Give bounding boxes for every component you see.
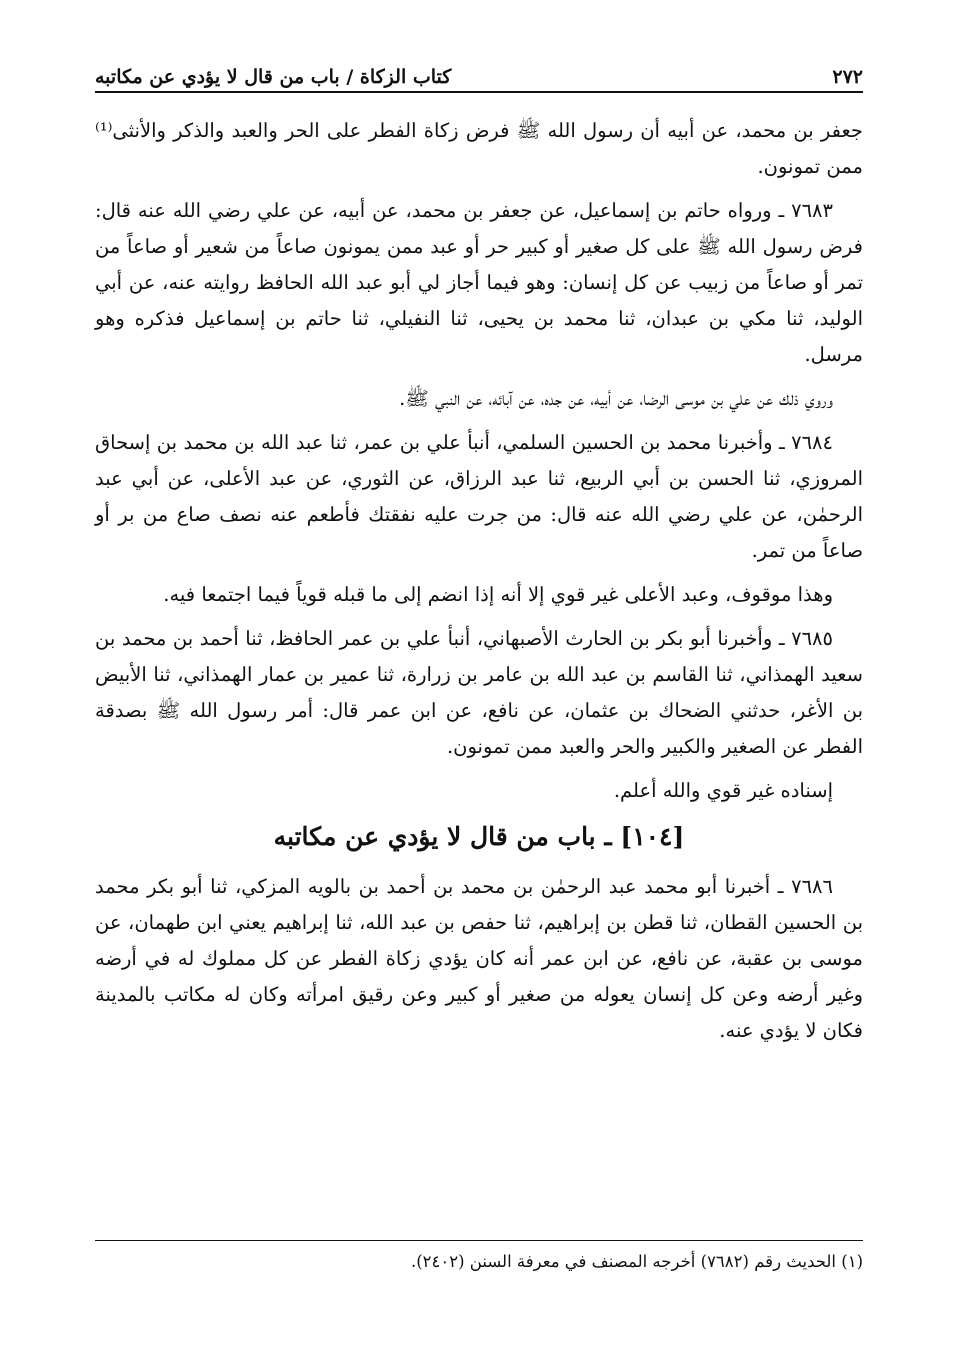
hadith-7683: ٧٦٨٣ ـ ورواه حاتم بن إسماعيل، عن جعفر بن محمد، عن أبيه، عن علي رضي الله عنه قال: فرض رسول الله ﷺ على كل صغير أو كبير حر أو عبد ممن يمونون صاعاً من شعير أو صاعاً من تمر أو صاعاً من زبيب عن كل إنسان: وهو فيما أجاز لي أبو عبد الله الحافظ روايته عنه، عن أبي الوليد، ثنا مكي بن عبدان، ثنا محمد بن يحيى، ثنا النفيلي، ثنا حاتم بن إسماعيل فذكره وهو مرسل. [95,199,863,366]
page [95,48,863,1057]
paragraph-isnad: إسناده غير قوي والله أعلم. [613,779,833,802]
hadith-7685: ٧٦٨٥ ـ وأخبرنا أبو بكر بن الحارث الأصبهاني، أنبأ علي بن عمر الحافظ، ثنا أحمد بن محمد بن سعيد الهمذاني، ثنا القاسم بن عبد الله بن عامر بن زرارة، ثنا عمير بن عمار الهمذاني، ثنا الأبيض بن الأغر، حدثني الضحاك بن عثمان، عن نافع، عن ابن عمر قال: أمر رسول الله ﷺ بصدقة الفطر عن الصغير والكبير والحر والعبد ممن تمونون. [95,627,863,758]
running-title: كتاب الزكاة / باب من قال لا يؤدي عن مكاتبه [95,66,452,88]
page-body [95,113,863,1049]
footnote-divider [95,1240,863,1241]
hadith-7684: ٧٦٨٤ ـ وأخبرنا محمد بن الحسين السلمي، أنبأ علي بن عمر، ثنا عبد الله بن محمد بن إسحاق المروزي، ثنا الحسن بن أبي الربيع، ثنا عبد الرزاق، عن الثوري، عن عبد الأعلى، عن أبي عبد الرحمٰن، عن علي رضي الله عنه قال: من جرت عليه نفقتك فأطعم عنه نصف صاع من بر أو صاعاً من تمر. [95,431,863,562]
page-number: ٢٧٢ [832,66,863,88]
chapter-heading: [١٠٤] ـ باب من قال لا يؤدي عن مكاتبه [273,822,685,851]
hadith-7686: ٧٦٨٦ ـ أخبرنا أبو محمد عبد الرحمٰن بن محمد بن أحمد بن بالويه المزكي، ثنا أبو بكر محمد بن الحسين القطان، ثنا قطن بن إبراهيم، ثنا حفص بن عبد الله، ثنا إبراهيم يعني ابن طهمان، عن موسى بن عقبة، عن نافع، عن ابن عمر أنه كان يؤدي زكاة الفطر عن كل مملوك له في أرضه وغير أرضه وعن كل إنسان يعوله من صغير أو كبير وعن رقيق امرأته وكان له مكاتب بالمدينة فكان لا يؤدي عنه. [95,875,863,1042]
footnote: (١) الحديث رقم (٧٦٨٢) أخرجه المصنف في معرفة السنن (٢٤٠٢). [410,1252,863,1271]
paragraph-continuation: جعفر بن محمد، عن أبيه أن رسول الله ﷺ فرض زكاة الفطر على الحر والعبد والذكر والأنثى⁽¹⁾ ممن تمونون. [95,119,863,178]
paragraph-ali-ridha: وروي ذلك عن علي بن موسى الرضا، عن أبيه، عن جده، عن آبائه، عن النبي ﷺ. [399,387,833,410]
paragraph-mawquf: وهذا موقوف، وعبد الأعلى غير قوي إلا أنه إذا انضم إلى ما قبله قوياً فيما اجتمعا فيه. [163,583,833,606]
page-header [95,48,863,93]
